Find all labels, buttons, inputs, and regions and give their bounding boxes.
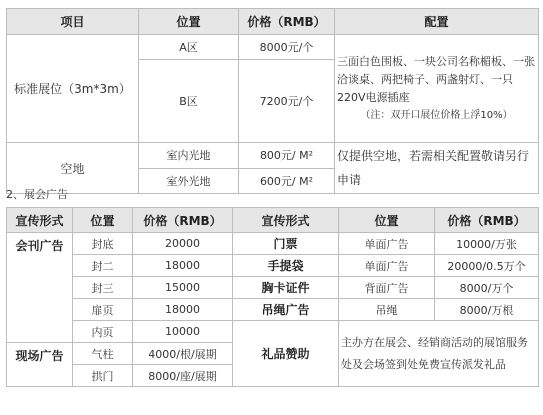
header-position: 位置 <box>139 9 239 35</box>
form-cell: 手提袋 <box>233 255 339 277</box>
position-cell: 背面广告 <box>339 277 435 299</box>
price-cell: 4000/根/展期 <box>133 343 233 365</box>
gift-sponsorship-description: 主办方在展会、经销商活动的展馆服务处及会场签到处免费宣传派发礼品 <box>339 321 539 387</box>
onsite-ad-label: 现场广告 <box>7 343 73 387</box>
space-config: 仅提供空地，若需相关配置敬请另行申请 <box>335 143 539 194</box>
price-cell: 15000 <box>133 277 233 299</box>
position-cell: 内页 <box>73 321 133 343</box>
price-cell: 8000/座/展期 <box>133 365 233 387</box>
form-cell: 吊绳广告 <box>233 299 339 321</box>
standard-booth-label: 标准展位（3m*3m） <box>7 35 139 143</box>
price-cell: 8000元/个 <box>239 35 335 60</box>
form-cell: 门票 <box>233 233 339 255</box>
position-cell: 吊绳 <box>339 299 435 321</box>
header-position: 位置 <box>339 208 435 233</box>
section-title: 2、展会广告 <box>6 188 68 201</box>
price-cell: 18000 <box>133 255 233 277</box>
position-cell: 室外光地 <box>139 168 239 194</box>
position-cell: 单面广告 <box>339 233 435 255</box>
header-price: 价格（RMB） <box>435 208 539 233</box>
table-row <box>7 277 539 299</box>
header-position: 位置 <box>73 208 133 233</box>
position-cell: 室内光地 <box>139 143 239 169</box>
catalog-ad-label: 会刊广告 <box>7 233 73 343</box>
header-form: 宣传形式 <box>233 208 339 233</box>
position-cell: 扉页 <box>73 299 133 321</box>
position-cell: 封二 <box>73 255 133 277</box>
position-cell: 单面广告 <box>339 255 435 277</box>
space-label: 空地 <box>7 143 139 194</box>
position-cell: 封三 <box>73 277 133 299</box>
gift-sponsorship-label: 礼品赞助 <box>233 321 339 387</box>
position-cell: 封底 <box>73 233 133 255</box>
table-row <box>7 299 539 321</box>
table-header-row <box>7 9 539 35</box>
ad-price-table <box>6 207 539 387</box>
table-row <box>7 35 539 60</box>
price-cell: 8000/万根 <box>435 299 539 321</box>
booth-price-table <box>6 8 539 194</box>
position-cell: 气柱 <box>73 343 133 365</box>
header-price: 价格（RMB） <box>239 9 335 35</box>
standard-booth-config <box>335 35 539 143</box>
header-form: 宣传形式 <box>7 208 73 233</box>
price-cell: 20000 <box>133 233 233 255</box>
price-cell: 600元/ M² <box>239 168 335 194</box>
config-note: （注：双开口展位价格上浮10%） <box>360 109 513 121</box>
price-cell: 7200元/个 <box>239 60 335 143</box>
table-row <box>7 255 539 277</box>
price-cell: 20000/0.5万个 <box>435 255 539 277</box>
header-item: 项目 <box>7 9 139 35</box>
position-cell: 拱门 <box>73 365 133 387</box>
form-cell: 胸卡证件 <box>233 277 339 299</box>
position-cell: B区 <box>139 60 239 143</box>
header-config: 配置 <box>335 9 539 35</box>
table-header-row <box>7 208 539 233</box>
position-cell: A区 <box>139 35 239 60</box>
price-cell: 8000/万个 <box>435 277 539 299</box>
price-cell: 18000 <box>133 299 233 321</box>
table-row <box>7 321 539 343</box>
table-row <box>7 233 539 255</box>
price-cell: 10000/万张 <box>435 233 539 255</box>
table-row <box>7 143 539 169</box>
price-cell: 800元/ M² <box>239 143 335 169</box>
config-text: 三面白色围板、一块公司名称楣板、一张洽谈桌、两把椅子、两盏射灯、一只220V电源插座 <box>337 54 535 104</box>
price-cell: 10000 <box>133 321 233 343</box>
header-price: 价格（RMB） <box>133 208 233 233</box>
